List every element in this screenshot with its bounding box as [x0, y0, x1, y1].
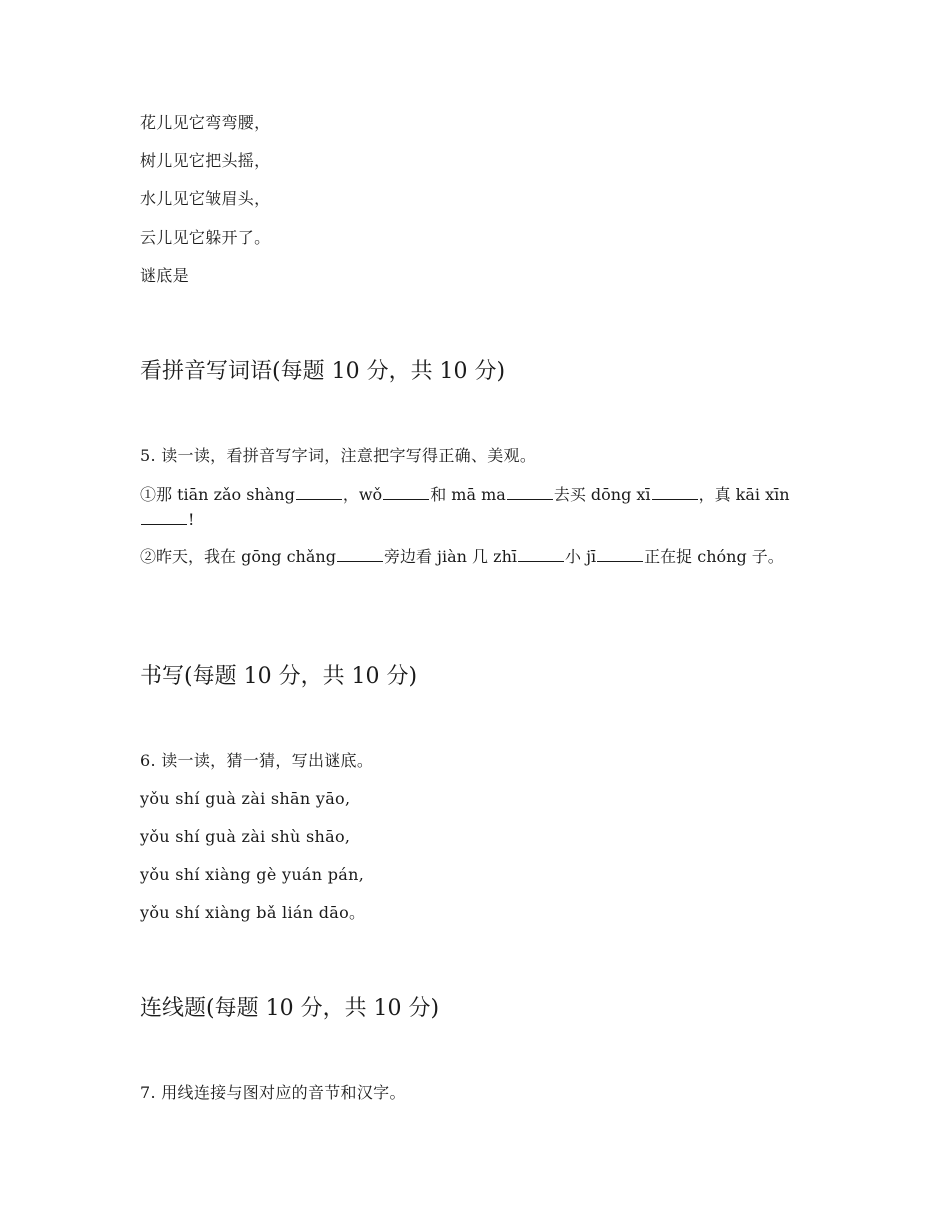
q6-pinyin-line-3: yǒu shí xiàng gè yuán pán, — [140, 865, 365, 884]
answer-blank[interactable] — [652, 482, 698, 500]
q6-pinyin-line-2: yǒu shí guà zài shù shāo, — [140, 827, 351, 846]
question-5-item-1 — [140, 482, 805, 532]
riddle-line-3: 水儿见它皱眉头， — [140, 189, 271, 208]
answer-blank[interactable] — [597, 544, 643, 562]
section-heading-matching: 连线题(每题 10 分，共 10 分) — [140, 996, 440, 1021]
q5-item1-text-f: ! — [188, 510, 195, 529]
q5-item1-text-d: 去买 dōng xī — [553, 485, 651, 504]
q5-item2-text-c: 小 jī — [565, 547, 597, 566]
question-6-stem: 6. 读一读，猜一猜，写出谜底。 — [140, 751, 374, 770]
riddle-line-4: 云儿见它躲开了。 — [140, 228, 271, 247]
section-heading-writing: 书写(每题 10 分，共 10 分) — [140, 664, 418, 689]
question-5-stem: 5. 读一读，看拼音写字词，注意把字写得正确、美观。 — [140, 446, 537, 465]
riddle-answer-prompt: 谜底是 — [140, 266, 189, 285]
answer-blank[interactable] — [141, 507, 187, 525]
answer-blank[interactable] — [296, 482, 342, 500]
q5-item1-text-b: ，wǒ — [342, 485, 383, 504]
q5-item1-text-e: ，真 kāi xīn — [698, 485, 790, 504]
answer-blank[interactable] — [507, 482, 553, 500]
answer-blank[interactable] — [383, 482, 429, 500]
q6-pinyin-line-4: yǒu shí xiàng bǎ lián dāo。 — [140, 903, 366, 922]
question-5-item-2 — [140, 544, 805, 569]
riddle-line-1: 花儿见它弯弯腰， — [140, 113, 271, 132]
q5-item1-text-c: 和 mā ma — [430, 485, 506, 504]
question-7-stem: 7. 用线连接与图对应的音节和汉字。 — [140, 1083, 406, 1102]
riddle-line-2: 树儿见它把头摇， — [140, 151, 271, 170]
answer-blank[interactable] — [337, 544, 383, 562]
q5-item2-text-a: ②昨天，我在 gōng chǎng — [140, 547, 336, 566]
answer-blank[interactable] — [518, 544, 564, 562]
section-heading-pinyin: 看拼音写词语(每题 10 分，共 10 分) — [140, 359, 506, 384]
q5-item2-text-b: 旁边看 jiàn 几 zhī — [383, 547, 517, 566]
q5-item1-text-a: ①那 tiān zǎo shàng — [140, 485, 295, 504]
q5-item2-text-d: 正在捉 chóng 子。 — [644, 547, 784, 566]
q6-pinyin-line-1: yǒu shí guà zài shān yāo, — [140, 789, 351, 808]
